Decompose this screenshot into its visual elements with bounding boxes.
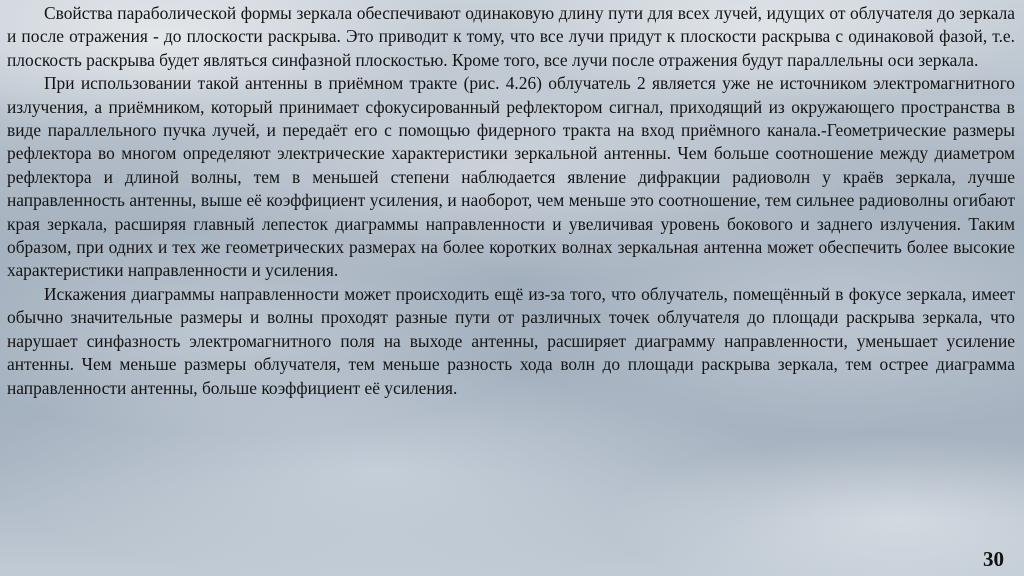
slide-body-text (7, 2, 1015, 400)
paragraph-parabolic-mirror: Свойства параболической формы зеркала обеспечивают одинаковую длину пути для всех лучей, идущих от облучателя до зеркала и после отражения - до плоскости раскрыва. Это приводит к тому, что все лучи придут к плоскости раскрыва с одинаковой фазой, т.е. плоскость раскрыва будет являться синфазной плоскостью. Кроме того, все лучи после отражения будут параллельны оси зеркала. (7, 3, 1015, 70)
paragraph-pattern-distortion: Искажения диаграммы направленности может происходить ещё из-за того, что облучатель, помещённый в фокусе зеркала, имеет обычно значительные размеры и волны проходят разные пути от различных точек облучателя до площади раскрыва зеркала, что нарушает синфазность электромагнитного поля на выходе антенны, расширяет диаграмму направленности, уменьшает усиление антенны. Чем меньше размеры облучателя, тем меньше разность хода волн до площади раскрыва зеркала, тем острее диаграмма направленности антенны, больше коэффициент её усиления. (7, 283, 1015, 398)
paragraph-receiving-mode: При использовании такой антенны в приёмном тракте (рис. 4.26) облучатель 2 является уже не источником электромагнитного излучения, а приёмником, который принимает сфокусированный рефлектором сигнал, приходящий из окружающего пространства в виде параллельного пучка лучей, и передаёт его с помощью фидерного тракта на вход приёмного канала.-Геометрические размеры рефлектора во многом определяют электрические характеристики зеркальной антенны. Чем больше соотношение между диаметром рефлектора и длиной волны, тем в меньшей степени наблюдается явление дифракции радиоволн у краёв зеркала, лучше направленность антенны, выше её коэффициент усиления, и наоборот, чем меньше это соотношение, тем сильнее радиоволны огибают края зеркала, расширяя главный лепесток диаграммы направленности и увеличивая уровень бокового и заднего излучения. Таким образом, при одних и тех же геометрических размерах на более коротких волнах зеркальная антенна может обеспечить более высокие характеристики направленности и усиления. (7, 73, 1015, 281)
page-number: 30 (983, 547, 1004, 571)
